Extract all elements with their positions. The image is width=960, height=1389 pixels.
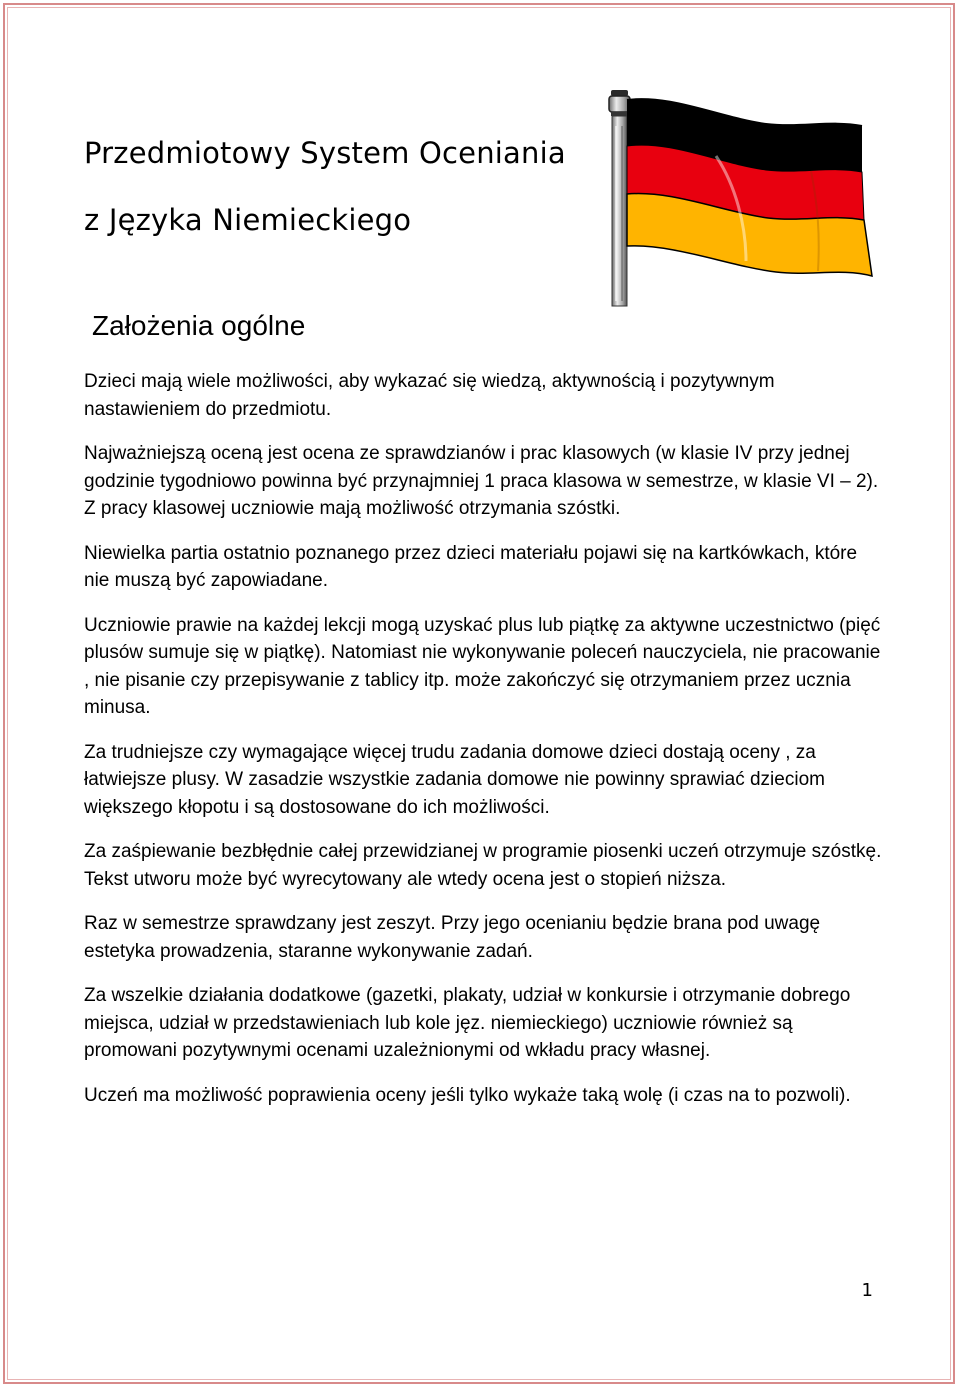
german-flag-on-pole-icon [596,86,886,308]
section-heading-zalozenia-ogolne: Założenia ogólne [92,310,306,341]
document-title-line-2: z Języka Niemieckiego [84,203,412,237]
paragraph: Najważniejszą oceną jest ocena ze sprawdzianów i prac klasowych (w klasie IV przy jednej godzinie tygodniowo powinna być przynajmniej 1 praca klasowa w semestrze, w klasie VI – 2). Z pracy klasowej uczniowie mają możliwość otrzymania szóstki. [84,443,879,519]
paragraph: Za zaśpiewanie bezbłędnie całej przewidzianej w programie piosenki uczeń otrzymuje szóstkę. Tekst utworu może być wyrecytowany ale wtedy ocena jest o stopień niższa. [84,841,882,890]
document-title-line-1: Przedmiotowy System Oceniania [84,136,566,170]
paragraph: Za trudniejsze czy wymagające więcej trudu zadania domowe dzieci dostają oceny , za łatwiejsze plusy. W zasadzie wszystkie zadania domowe nie powinny sprawiać dzieciom większego kłopotu i są dostosowane do ich możliwości. [84,741,825,818]
paragraph: Raz w semestrze sprawdzany jest zeszyt. Przy jego ocenianiu będzie brana pod uwagę estetyka prowadzenia, staranne wykonywanie zadań. [84,913,821,962]
paragraph: Uczniowie prawie na każdej lekcji mogą uzyskać plus lub piątkę za aktywne uczestnictwo (pięć plusów sumuje się w piątkę). Natomiast nie wykonywanie poleceń nauczyciela, nie pracowanie , nie pisanie czy przepisywanie z tablicy itp. może zakończyć się otrzymaniem przez ucznia minusa. [84,614,881,718]
paragraph: Niewielka partia ostatnio poznanego przez dzieci materiału pojawi się na kartkówkach, które nie muszą być zapowiadane. [84,542,858,591]
paragraph: Za wszelkie działania dodatkowe (gazetki, plakaty, udział w konkursie i otrzymanie dobrego miejsca, udział w przedstawieniach lub kole jęz. niemieckiego) uczniowie również są promowani pozytywnymi ocenami uzależnionymi od wkładu pracy własnej. [84,985,851,1061]
paragraph: Dzieci mają wiele możliwości, aby wykazać się wiedzą, aktywnością i pozytywnym nastawieniem do przedmiotu. [84,371,775,420]
page-number: 1 [861,1280,873,1301]
paragraph: Uczeń ma możliwość poprawienia oceny jeśli tylko wykaże taką wolę (i czas na to pozwoli). [84,1084,851,1106]
body-text [84,368,884,1126]
